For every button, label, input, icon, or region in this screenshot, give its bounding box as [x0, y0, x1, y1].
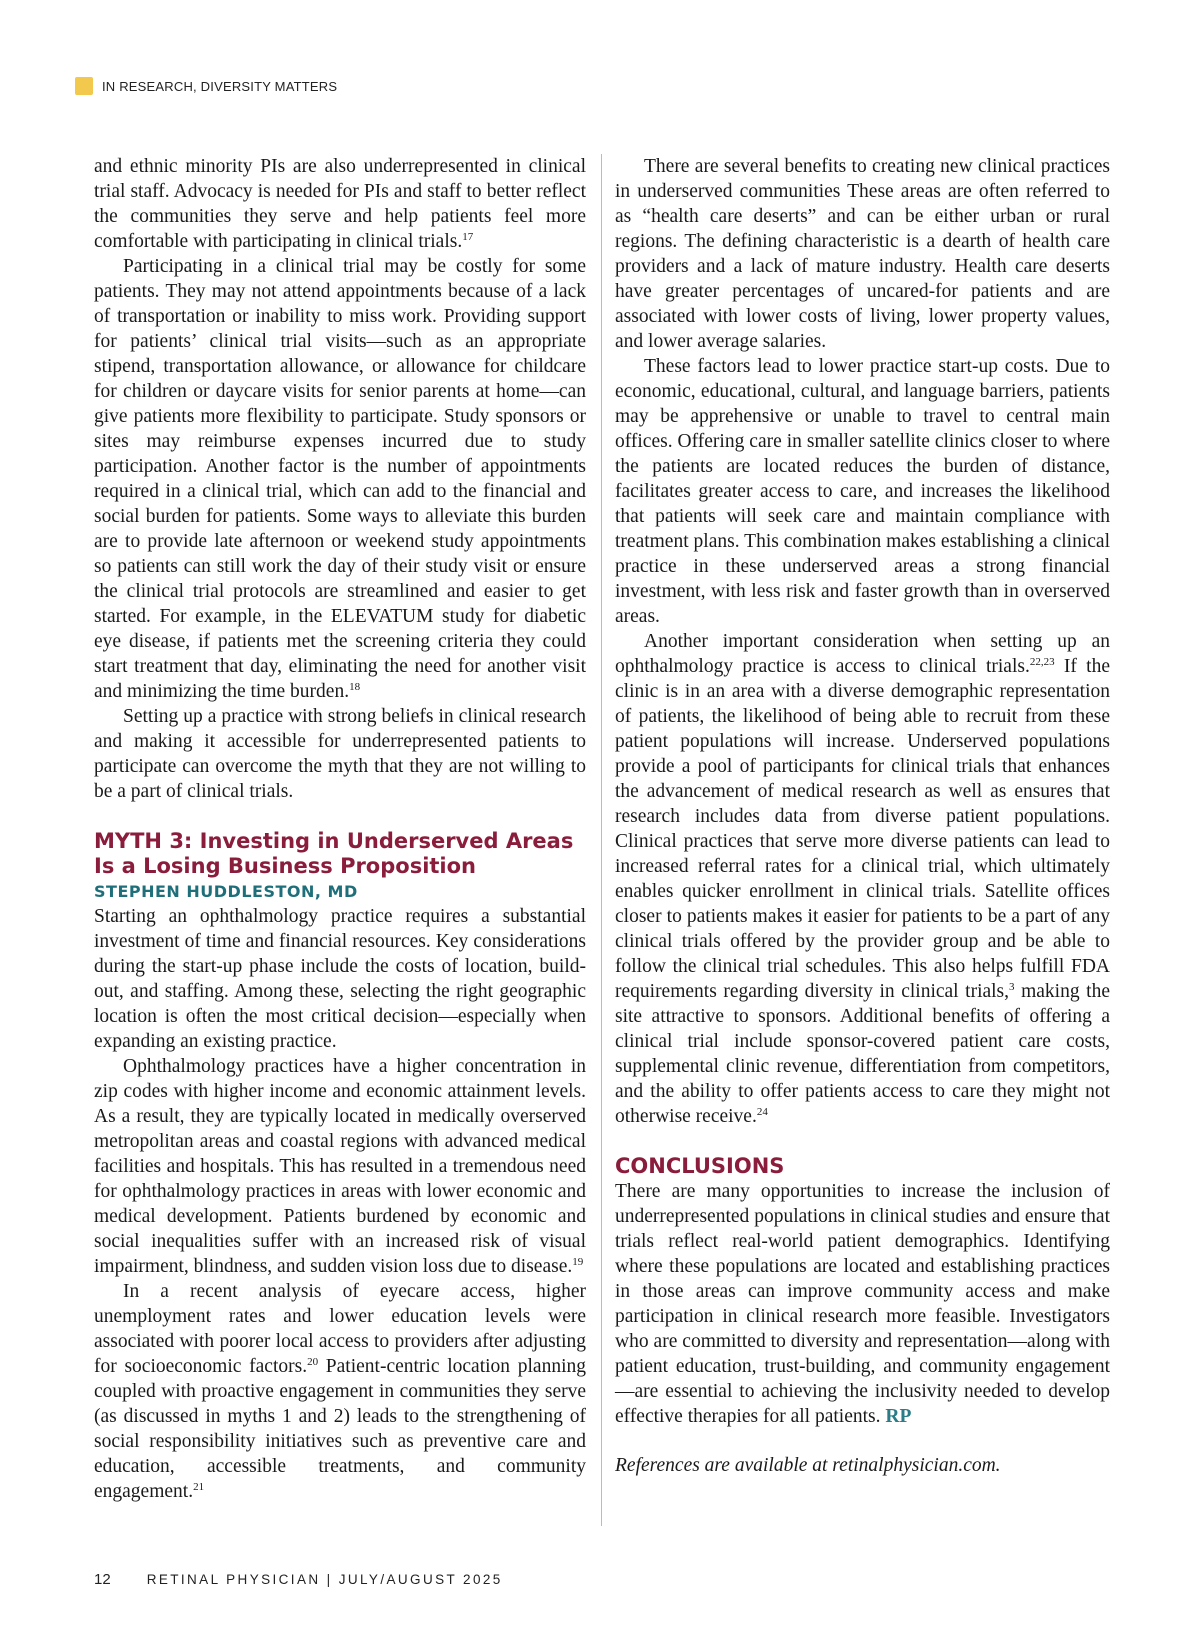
- conclusions-heading: CONCLUSIONS: [615, 1154, 785, 1178]
- page-footer: [94, 1571, 503, 1588]
- paragraph: These factors lead to lower practice start-up costs. Due to economic, educational, cultural, and language barriers, patients may be apprehensive or unable to travel to central main offices. Offering care in smaller satellite clinics closer to where the patients are located reduces the burden of distance, facilitates greater access to care, and increases the likelihood that patients will seek care and maintain compliance with treatment plans. This combination makes establishing a clinical practice in these underserved areas a strong financial investment, with less risk and faster growth than in overserved areas.: [615, 356, 1110, 627]
- author-byline: STEPHEN HUDDLESTON, MD: [94, 882, 358, 901]
- paragraph: There are several benefits to creating new clinical practices in underserved communities These areas are often referred to as “health care deserts” and can be either urban or rural regions. The defining characteristic is a dearth of health care providers and a lack of mature industry. Health care deserts have greater percentages of uncared-for patients and are associated with lower costs of living, lower property values, and lower average salaries.: [615, 156, 1110, 352]
- paragraph: and ethnic minority PIs are also underrepresented in clinical trial staff. Advocacy is needed for PIs and staff to better reflect the communities they serve and help patients feel more comfortable with participating in clinical trials.$^{17}$: [94, 156, 586, 252]
- myth3-title-line1: MYTH 3: Investing in Underserved Areas: [94, 829, 574, 853]
- citation[interactable]: 22,23: [1029, 656, 1055, 668]
- column-divider: [601, 154, 602, 1526]
- running-header: [75, 77, 337, 95]
- paragraph: There are many opportunities to increase the inclusion of underrepresented populations in clinical studies and ensure that trials reflect real-world patient demographics. Identifying where these populations are located and establishing practices in those areas can improve community access and make participation in clinical research more feasible. Investigators who are committed to diversity and representation—along with patient education, trust-building, and community engagement—are essential to achieving the inclusivity needed to develop effective therapies for all patients. RP: [615, 1181, 1110, 1427]
- right-column: [615, 154, 1110, 1478]
- paragraph: Ophthalmology practices have a higher concentration in zip codes with higher income and economic attainment levels. As a result, they are typically located in medically overserved metropolitan areas and coastal regions with advanced medical facilities and hospitals. This has resulted in a tremendous need for ophthalmology practices in areas with lower economic and medical development. Patients burdened by economic and social inequalities suffer with an increased risk of visual impairment, blindness, and sudden vision loss due to disease.$^{19}$: [94, 1056, 586, 1277]
- citation[interactable]: 24: [756, 1106, 768, 1118]
- references-note[interactable]: References are available at retinalphysician.com.: [615, 1455, 1001, 1476]
- paragraph: In a recent analysis of eyecare access, higher unemployment rates and lower education levels were associated with poorer local access to providers after adjusting for socioeconomic factors.$^{20}$ Patient-centric location planning coupled with proactive engagement in communities they serve (as discussed in myths 1 and 2) leads to the strengthening of social responsibility initiatives such as preventive care and education, accessible treatments, and community engagement.$^{21}$: [94, 1281, 586, 1502]
- left-column: [94, 154, 586, 1504]
- citation[interactable]: 18: [349, 681, 361, 693]
- citation[interactable]: 21: [193, 1481, 205, 1493]
- citation[interactable]: 19: [572, 1256, 584, 1268]
- paragraph: Participating in a clinical trial may be costly for some patients. They may not attend appointments because of a lack of transportation or inability to miss work. Providing support for patients’ clinical trial visits—such as an appropriate stipend, transportation allowance, or allowance for childcare for children or daycare visits for senior parents at home—can give patients more flexibility to participate. Study sponsors or sites may reimburse expenses incurred due to study participation. Another factor is the number of appointments required in a clinical trial, which can add to the financial and social burden for patients. Some ways to alleviate this burden are to provide late afternoon or weekend study appointments so patients can still work the day of their study visit or ensure the clinical trial protocols are streamlined and easier to get started. For example, in the ELEVATUM study for diabetic eye disease, if patients met the screening criteria they could start treatment that day, eliminating the need for another visit and minimizing the time burden.$^{18}$: [94, 256, 586, 702]
- paragraph: Setting up a practice with strong beliefs in clinical research and making it accessible for underrepresented patients to participate can overcome the myth that they are not willing to be a part of clinical trials.: [94, 706, 586, 802]
- paragraph: Starting an ophthalmology practice requires a substantial investment of time and financial resources. Key considerations during the start-up phase include the costs of location, build-out, and staffing. Among these, selecting the right geographic location is often the most critical decision—especially when expanding an existing practice.: [94, 906, 586, 1052]
- paragraph: Another important consideration when setting up an ophthalmology practice is access to clinical trials.$^{22,23}$ If the clinic is in an area with a diverse demographic representation of patients, the likelihood of being able to recruit from these patient populations will increase. Underserved populations provide a pool of participants for clinical trials that enhances the advancement of medical research as well as ensures that research includes data from diverse patient populations. Clinical practices that serve more diverse patients can lead to increased referral rates for a clinical trial, which ultimately enables quicker enrollment in clinical trials. Satellite offices closer to patients makes it easier for patients to be a part of any clinical trials offered by the provider group and be able to follow the clinical trial schedules. This also helps fulfill FDA requirements regarding diversity in clinical trials,$^3$ making the site attractive to sponsors. Additional benefits of offering a clinical trial include sponsor-covered patient care costs, supplemental clinic revenue, differentiation from competitors, and the ability to offer patients access to care they might not otherwise receive.$^{24}$: [615, 631, 1110, 1127]
- citation[interactable]: 17: [462, 231, 474, 243]
- rp-end-mark-icon: RP: [885, 1406, 912, 1427]
- journal-issue: RETINAL PHYSICIAN | JULY/AUGUST 2025: [146, 1572, 503, 1587]
- section-marker-square: [75, 77, 93, 95]
- citation[interactable]: 3: [1009, 981, 1015, 993]
- myth3-title-line2: Is a Losing Business Proposition: [94, 854, 477, 878]
- page-number: 12: [94, 1571, 111, 1588]
- running-title: IN RESEARCH, DIVERSITY MATTERS: [102, 78, 338, 94]
- citation[interactable]: 20: [307, 1356, 319, 1368]
